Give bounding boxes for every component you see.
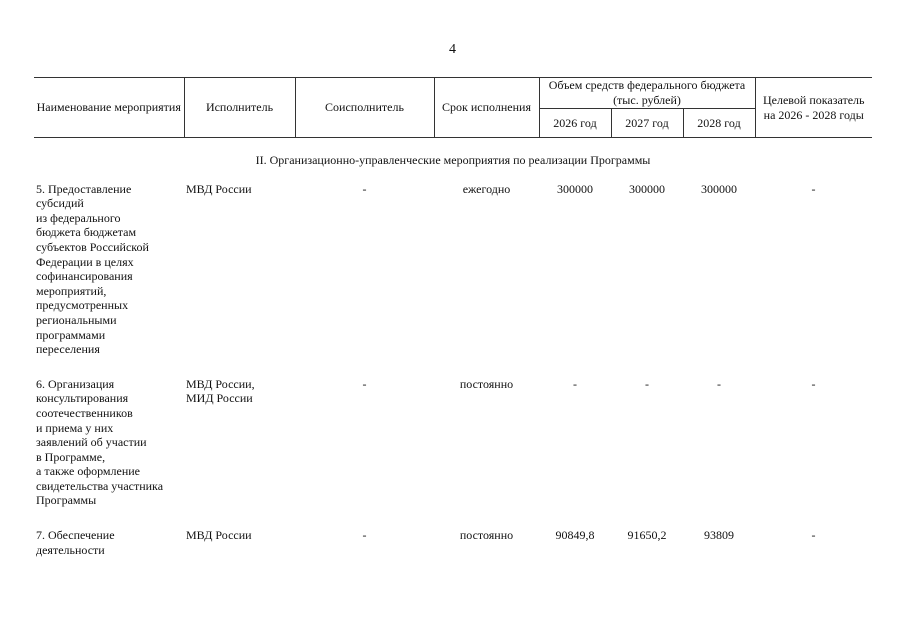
budget-2028: 93809 <box>704 528 734 543</box>
budget-2027: 91650,2 <box>627 528 667 543</box>
header-coexecutor: Соисполнитель <box>295 78 434 138</box>
activity-name-line: из федерального <box>36 210 121 225</box>
target-indicator: - <box>811 181 816 196</box>
deadline: постоянно <box>459 528 514 543</box>
activity-name-line: заявлений об участии <box>36 435 147 450</box>
activity-name-line: переселения <box>36 342 100 357</box>
header-name: Наименование мероприятия <box>34 78 184 138</box>
header-deadline: Срок исполнения <box>434 78 539 138</box>
activity-name-line: свидетельства участника <box>36 478 164 493</box>
coexecutor: - <box>362 376 367 391</box>
executor-line: МВД России <box>186 528 252 543</box>
deadline: ежегодно <box>462 181 511 196</box>
activity-name-line: бюджета бюджетам <box>36 225 137 240</box>
executor-line: МВД России <box>186 181 252 196</box>
activity-name-line: мероприятий, <box>36 283 107 298</box>
budget-2028: - <box>717 376 721 391</box>
budget-2027: - <box>645 376 649 391</box>
deadline: постоянно <box>459 376 514 391</box>
program-activities-table <box>34 77 872 577</box>
target-indicator: - <box>811 376 816 391</box>
executor <box>184 182 295 377</box>
page-number: 4 <box>449 42 456 57</box>
activity-name <box>34 182 184 377</box>
activity-name-line: Федерации в целях <box>36 254 134 269</box>
activity-name-line: Программы <box>36 493 97 508</box>
table-row <box>34 528 872 577</box>
activity-name-line: региональными <box>36 312 117 327</box>
activity-name-line: консультирования <box>36 391 129 406</box>
activity-name-line: субъектов Российской <box>36 239 149 254</box>
budget-2026: 300000 <box>557 181 593 196</box>
executor-line: МИД России <box>186 391 253 406</box>
activity-name-line: 6. Организация <box>36 376 115 391</box>
header-executor: Исполнитель <box>184 78 295 138</box>
activity-name-line: и приема у них <box>36 420 114 435</box>
budget-2026: 90849,8 <box>555 528 595 543</box>
header-budget: Объем средств федерального бюджета (тыс. рублей) <box>539 78 755 109</box>
section-title: II. Организационно-управленческие мероприятия по реализации Программы <box>255 153 651 167</box>
table-row <box>34 377 872 528</box>
activity-name-line: а также оформление <box>36 464 141 479</box>
activity-name-line: 7. Обеспечение <box>36 528 115 543</box>
header-year-2027: 2027 год <box>611 109 683 138</box>
budget-2027: 300000 <box>629 181 665 196</box>
target-indicator: - <box>811 528 816 543</box>
header-year-2028: 2028 год <box>683 109 755 138</box>
activity-name <box>34 528 184 577</box>
activity-name-line: в Программе, <box>36 449 106 464</box>
executor <box>184 528 295 577</box>
activity-name-line: 5. Предоставление <box>36 181 132 196</box>
coexecutor: - <box>362 528 367 543</box>
executor <box>184 377 295 528</box>
activity-name-line: софинансирования <box>36 269 133 284</box>
activity-name-line: программами <box>36 327 106 342</box>
budget-2026: - <box>573 376 577 391</box>
budget-2028: 300000 <box>701 181 737 196</box>
activity-name-line: соотечественников <box>36 405 133 420</box>
header-year-2026: 2026 год <box>539 109 611 138</box>
table-row <box>34 182 872 377</box>
activity-name-line: предусмотренных <box>36 298 129 313</box>
header-target: Целевой показатель на 2026 - 2028 годы <box>755 78 872 138</box>
executor-line: МВД России, <box>186 376 255 391</box>
coexecutor: - <box>362 181 367 196</box>
activity-name-line: субсидий <box>36 196 84 211</box>
activity-name <box>34 377 184 528</box>
activity-name-line: деятельности <box>36 542 105 557</box>
